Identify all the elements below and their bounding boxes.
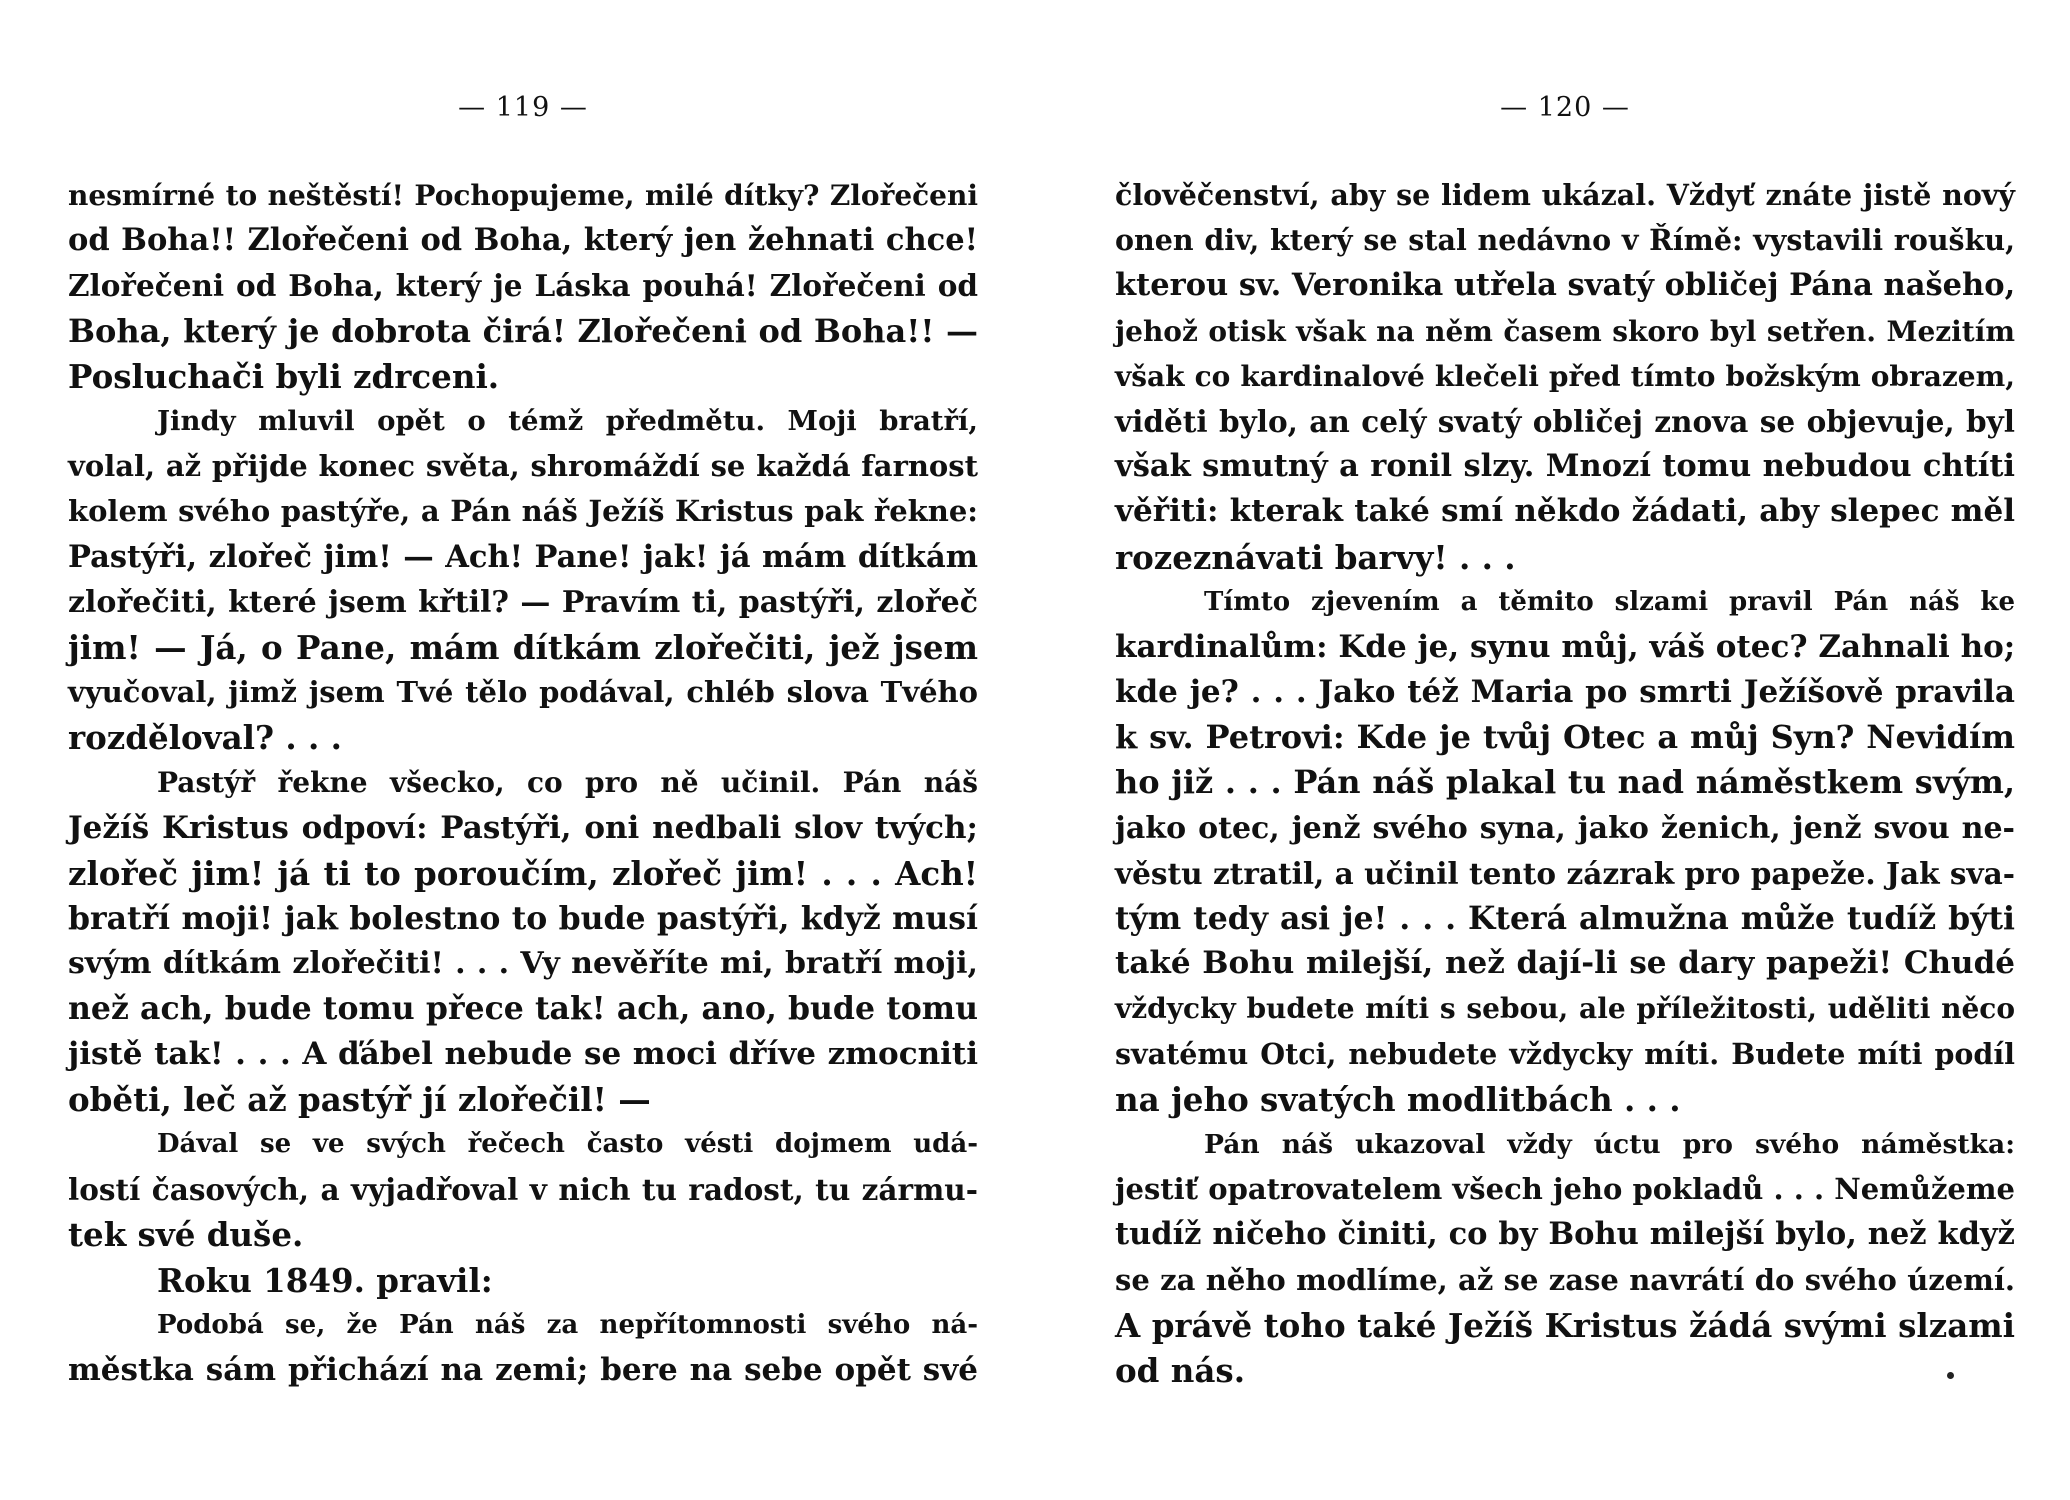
text-line: Jindy mluvil opět o témž předmětu. Moji bratří, [157, 404, 978, 437]
text-line: také Bohu milejší, než dají-li se dary papeži! Chudé [1115, 945, 2015, 982]
text-line: A právě toho také Ježíš Kristus žádá svými slzami [1115, 1305, 2015, 1345]
text-line: nesmírné to neštěstí! Pochopujeme, milé dítky? Zlořečeni [68, 179, 978, 212]
right-page-text [1115, 173, 2015, 1393]
text-line: zlořečiti, které jsem křtil? — Pravím ti, pastýři, zlořeč [68, 584, 978, 620]
text-line: Roku 1849. pravil: [157, 1260, 493, 1300]
text-line: jestiť opatrovatelem všech jeho pokladů . . . Nemůžeme [1115, 1172, 2015, 1207]
text-line: Ježíš Kristus odpoví: Pastýři, oni nedbali slov tvých; [68, 809, 978, 846]
text-line: svým dítkám zlořečiti! . . . Vy nevěříte mi, bratří moji, [68, 946, 978, 982]
text-line: Tímto zjevením a těmito slzami pravil Pán náš ke [1204, 586, 2015, 617]
text-line: Podobá se, že Pán náš za nepřítomnosti svého ná- [157, 1309, 978, 1340]
text-line: kde je? . . . Jako též Maria po smrti Ježíšově pravila [1115, 674, 2015, 711]
text-line: kterou sv. Veronika utřela svatý obličej Pána našeho, [1115, 267, 2016, 304]
text-line: lostí časových, a vyjadřoval v nich tu radost, tu zármu- [68, 1172, 978, 1208]
left-page-text [68, 173, 978, 1393]
text-line: onen div, který se stal nedávno v Římě: vystavili roušku, [1115, 223, 2015, 258]
text-line: však smutný a ronil slzy. Mnozí tomu nebudou chtíti [1115, 448, 2015, 485]
text-line: Boha, který je dobrota čirá! Zlořečeni od Boha!! — [68, 311, 978, 350]
text-line: jako otec, jenž svého syna, jako ženich, jenž svou ne- [1115, 810, 2015, 846]
page-number-120: — 120 — [1500, 92, 1630, 123]
text-line: ho již . . . Pán náš plakal tu nad náměstkem svým, [1115, 763, 2015, 802]
text-line: zlořeč jim! já ti to poroučím, zlořeč jim! . . . Ach! [68, 853, 978, 893]
text-line: Pastýř řekne všecko, co pro ně učinil. Pán náš [157, 766, 978, 800]
text-line: od nás. [1115, 1350, 1246, 1390]
text-line: Dával se ve svých řečech často vésti dojmem udá- [157, 1128, 978, 1159]
text-line: svatému Otci, nebudete vždycky míti. Budete míti podíl [1115, 1036, 2015, 1071]
text-line: oběti, leč až pastýř jí zlořečil! — [68, 1079, 651, 1119]
text-line: tudíž ničeho činiti, co by Bohu milejší bylo, než když [1115, 1216, 2015, 1253]
page-number-119: — 119 — [458, 92, 588, 123]
text-line: rozděloval? . . . [68, 718, 342, 758]
text-line: rozeznávati barvy! . . . [1115, 537, 1516, 577]
text-line: k sv. Petrovi: Kde je tvůj Otec a můj Syn? Nevidím [1115, 718, 2015, 757]
text-line: věstu ztratil, a učinil tento zázrak pro papeže. Jak sva- [1115, 855, 2015, 891]
text-line: tek své duše. [68, 1215, 304, 1255]
ink-dot [1947, 1372, 1954, 1379]
text-line: tým tedy asi je! . . . Která almužna může tudíž býti [1115, 900, 2015, 937]
text-line: na jeho svatých modlitbách . . . [1115, 1079, 1681, 1119]
text-line: kardinalům: Kde je, synu můj, váš otec? Zahnali ho; [1115, 628, 2016, 665]
right-page [1115, 0, 2015, 1500]
text-line: Zlořečeni od Boha, který je Láska pouhá! Zlořečeni od [68, 268, 978, 304]
text-line: viděti bylo, an celý svatý obličej znova se objevuje, byl [1115, 403, 2015, 439]
text-line: vždycky budete míti s sebou, ale příležitosti, uděliti něco [1115, 992, 2015, 1026]
text-line: člověčenství, aby se lidem ukázal. Vždyť znáte jistě nový [1115, 178, 2015, 212]
text-line: Posluchači byli zdrceni. [68, 356, 500, 396]
text-line: věřiti: kterak také smí někdo žádati, aby slepec měl [1115, 493, 2015, 530]
text-line: jehož otisk však na něm časem skoro byl setřen. Mezitím [1115, 314, 2015, 348]
text-line: jistě tak! . . . A ďábel nebude se moci dříve zmocniti [68, 1035, 978, 1072]
text-line: od Boha!! Zlořečeni od Boha, který jen žehnati chce! [68, 222, 978, 259]
text-line: Pán náš ukazoval vždy úctu pro svého náměstka: [1204, 1128, 2015, 1160]
text-line: bratří moji! jak bolestno to bude pastýři, když musí [68, 900, 978, 937]
text-line: městka sám přichází na zemi; bere na sebe opět své [68, 1351, 978, 1388]
text-line: se za něho modlíme, až se zase navrátí do svého území. [1115, 1262, 2015, 1297]
text-line: volal, až přijde konec světa, shromáždí se každá farnost [68, 449, 978, 484]
left-page [68, 0, 978, 1500]
text-line: vyučoval, jimž jsem Tvé tělo podával, chléb slova Tvého [68, 675, 978, 710]
text-line: kolem svého pastýře, a Pán náš Ježíš Kristus pak řekne: [68, 494, 978, 529]
text-line: jim! — Já, o Pane, mám dítkám zlořečiti, jež jsem [68, 627, 978, 667]
text-line: Pastýři, zlořeč jim! — Ach! Pane! jak! já mám dítkám [68, 538, 978, 575]
text-line: však co kardinalové klečeli před tímto božským obrazem, [1115, 359, 2015, 393]
text-line: než ach, bude tomu přece tak! ach, ano, bude tomu [68, 990, 978, 1028]
